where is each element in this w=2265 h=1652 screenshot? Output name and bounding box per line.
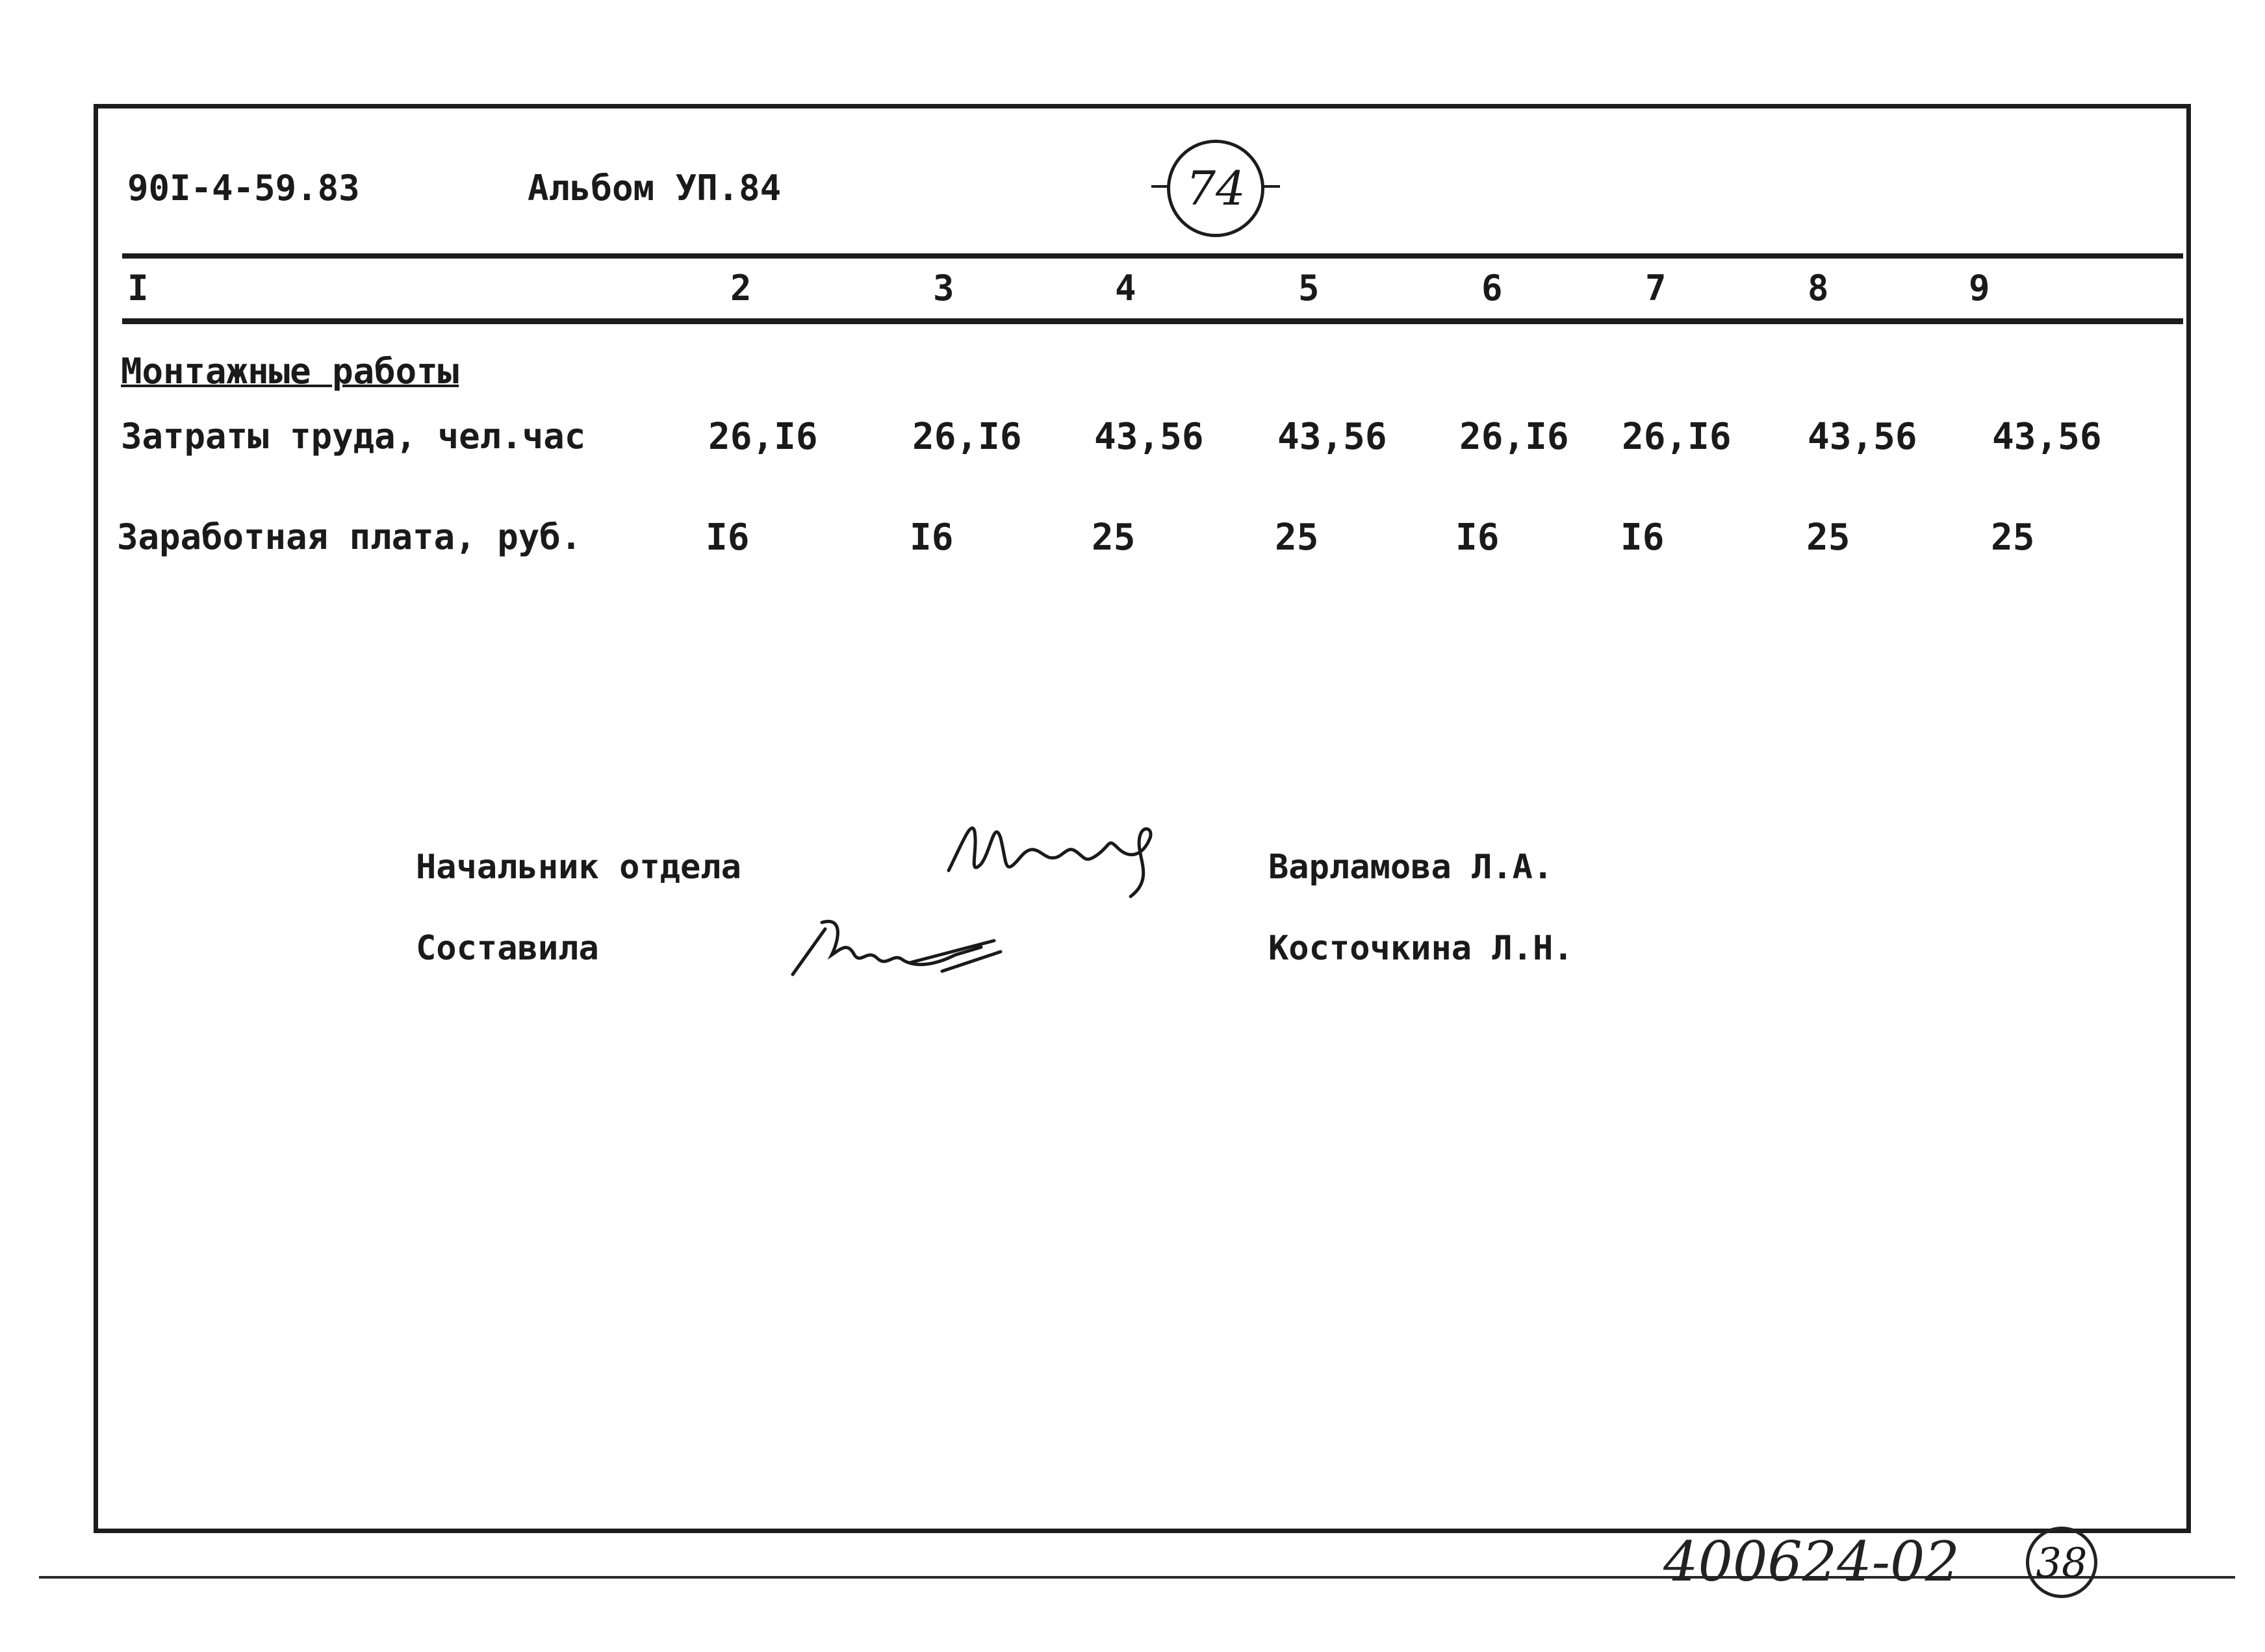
document-code: 90I-4-59.83: [127, 168, 360, 209]
table-cell: I6: [1620, 516, 1665, 559]
column-header: 2: [730, 268, 752, 309]
sheet-number: 38: [2036, 1538, 2088, 1586]
page-number-circle: [1167, 140, 1264, 237]
page-dash-right: [1262, 185, 1280, 188]
table-cell: 26,I6: [1459, 416, 1569, 458]
table-cell: 43,56: [1992, 416, 2102, 458]
signature-name-head: Варламова Л.А.: [1268, 848, 1554, 887]
header-rule-top: [122, 253, 2183, 259]
column-header: 5: [1298, 268, 1320, 309]
column-header: 3: [933, 268, 954, 309]
signature-title-author: Составила: [416, 929, 599, 968]
column-header: 4: [1115, 268, 1136, 309]
row-label: Заработная плата, руб.: [117, 516, 582, 557]
table-cell: 43,56: [1277, 416, 1387, 458]
column-header: 8: [1808, 268, 1829, 309]
table-cell: 43,56: [1808, 416, 1917, 458]
table-cell: 25: [1092, 516, 1136, 559]
table-cell: 26,I6: [708, 416, 818, 458]
table-cell: I6: [706, 516, 750, 559]
table-cell: I6: [1455, 516, 1500, 559]
table-cell: 43,56: [1094, 416, 1204, 458]
table-cell: 26,I6: [912, 416, 1022, 458]
sheet-number-circle: [2026, 1527, 2097, 1598]
signature-head-handwriting: [936, 793, 1170, 909]
column-header: 9: [1969, 268, 1990, 309]
table-cell: 25: [1806, 516, 1850, 559]
signature-name-author: Косточкина Л.Н.: [1268, 929, 1574, 968]
table-cell: I6: [910, 516, 954, 559]
archive-stamp-code: 400624-02: [1663, 1530, 1960, 1594]
table-cell: 25: [1275, 516, 1319, 559]
section-title: Монтажные работы: [121, 351, 459, 392]
signature-title-head: Начальник отдела: [416, 848, 741, 887]
column-header: 7: [1645, 268, 1667, 309]
column-header: 6: [1481, 268, 1503, 309]
page-number: 74: [1186, 161, 1246, 216]
column-header: I: [127, 268, 149, 309]
signature-author-handwriting: [786, 903, 1033, 987]
album-label: Альбом УП.84: [528, 168, 782, 209]
table-cell: 25: [1991, 516, 2035, 559]
row-label: Затраты труда, чел.час: [121, 416, 586, 457]
header-rule-bottom: [122, 318, 2183, 324]
table-cell: 26,I6: [1622, 416, 1732, 458]
